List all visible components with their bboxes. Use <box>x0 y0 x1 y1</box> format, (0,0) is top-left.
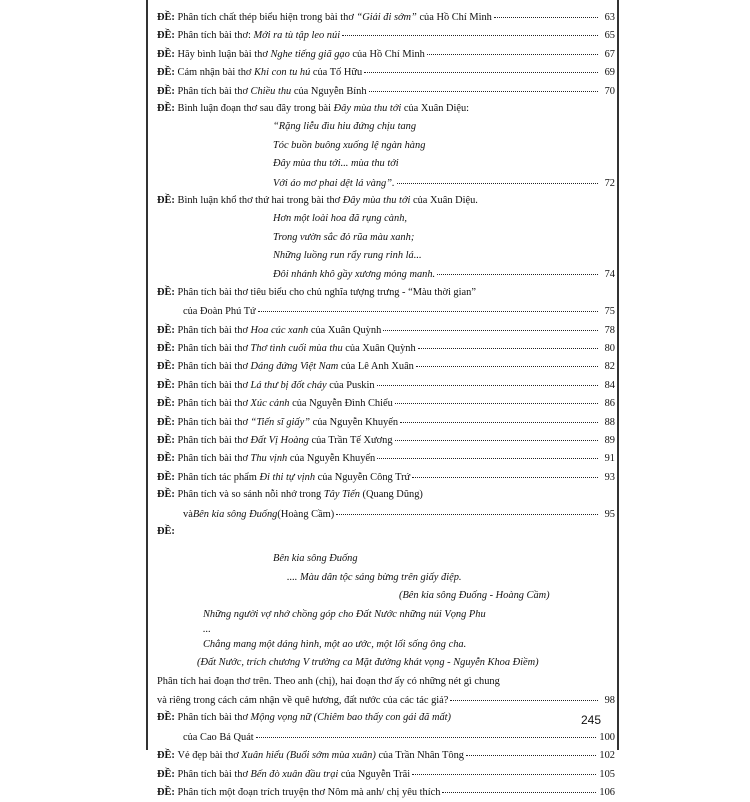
toc-entry: ĐỀ: Vẻ đẹp bài thơ Xuân hiểu (Buổi sớm mùa xuân) của Trần Nhân Tông 102 <box>157 746 615 764</box>
dot-leader <box>336 503 598 515</box>
toc-entry: ĐỀ: <box>157 525 175 537</box>
poem-attribution: (Bên kia sông Đuống - Hoàng Cầm) <box>399 590 550 602</box>
toc-entry: ĐỀ: Phân tích bài thơ “Tiến sĩ giấy” của Nguyễn Khuyến 88 <box>157 413 615 431</box>
toc-entry: ĐỀ: Phân tích bài thơ Bến đò xuân đầu trại của Nguyễn Trãi 105 <box>157 765 615 783</box>
toc-entry: ĐỀ: Phân tích một đoạn trích truyện thơ Nôm mà anh/ chị yêu thích 106 <box>157 783 615 801</box>
toc-entry: ĐỀ: Phân tích bài thơ Xúc cảnh của Nguyễn Đình Chiểu 86 <box>157 394 615 412</box>
poem-line: Đôi nhánh khô gầy xương mỏng manh. 74 <box>157 265 615 283</box>
page-ref: 86 <box>604 398 615 410</box>
dot-leader <box>416 355 598 367</box>
page-ref: 89 <box>604 434 615 446</box>
poem-line: Tóc buồn buông xuống lệ ngàn hàng <box>273 139 426 151</box>
toc-entry-continuation: và Bên kia sông Đuống (Hoàng Cầm) 95 <box>157 505 615 523</box>
page-ref: 102 <box>599 750 615 762</box>
dot-leader <box>395 392 598 404</box>
page-ref: 70 <box>604 85 615 97</box>
poem-attribution: (Đất Nước, trích chương V trường ca Mặt đường khát vọng - Nguyễn Khoa Điềm) <box>197 657 539 669</box>
toc-entry: ĐỀ: Phân tích bài thơ: Mới ra tù tập leo núi 65 <box>157 26 615 44</box>
poem-line: Hơn một loài hoa đã rụng cành, <box>273 213 407 225</box>
page-ref: 84 <box>604 379 615 391</box>
dot-leader <box>395 429 598 441</box>
toc-entry: ĐỀ: Phân tích chất thép biểu hiện trong bài thơ “Giải đi sớm” của Hồ Chí Minh 63 <box>157 8 615 26</box>
toc-entry: ĐỀ: Phân tích bài thơ Thu vịnh của Nguyễn Khuyến 91 <box>157 449 615 467</box>
dot-leader <box>418 337 598 349</box>
toc-entry: ĐỀ: Bình luận đoạn thơ sau đây trong bài Đây mùa thu tới của Xuân Diệu: <box>157 102 470 114</box>
toc-entry: ĐỀ: Phân tích bài thơ tiêu biểu cho chủ nghĩa tượng trưng - “Màu thời gian” <box>157 286 476 298</box>
page-ref: 105 <box>599 768 615 780</box>
dot-leader <box>369 80 598 92</box>
page-ref: 80 <box>604 343 615 355</box>
toc-entry: ĐỀ: Phân tích bài thơ Lá thư bị đốt cháy của Puskin 84 <box>157 376 615 394</box>
poem-line: Chẳng mang một dáng hình, một ao ước, một lối sống ông cha. <box>203 638 467 650</box>
page-ref: 88 <box>604 416 615 428</box>
page-ref: 74 <box>604 269 615 281</box>
page-number: 245 <box>581 713 602 727</box>
dot-leader <box>466 744 596 756</box>
dot-leader <box>377 374 598 386</box>
dot-leader <box>342 24 598 36</box>
toc-entry: ĐỀ: Phân tích bài thơ Thơ tình cuối mùa thu của Xuân Quỳnh 80 <box>157 339 615 357</box>
page-ref: 98 <box>604 695 615 707</box>
page-ref: 93 <box>604 471 615 483</box>
dot-leader <box>400 411 598 423</box>
dot-leader <box>364 61 598 73</box>
poem-line: .... Màu dân tộc sáng bừng trên giấy điệp. <box>287 571 462 583</box>
page-ref: 65 <box>604 30 615 42</box>
toc-entry: ĐỀ: Phân tích bài thơ Dáng đứng Việt Nam của Lê Anh Xuân 82 <box>157 357 615 375</box>
poem-line: Những người vợ nhớ chồng góp cho Đất Nước những núi Vọng Phu <box>203 608 486 620</box>
question-line: và riêng trong cách cảm nhận về quê hương, đất nước của các tác giả? 98 <box>157 691 615 709</box>
page-ref: 78 <box>604 324 615 336</box>
dot-leader <box>427 43 598 55</box>
toc-entry-continuation: của Cao Bá Quát 100 <box>157 728 615 746</box>
question-line: Phân tích hai đoạn thơ trên. Theo anh (chị), hai đoạn thơ ấy có những nét gì chung <box>157 675 500 687</box>
page-ref: 72 <box>604 177 615 189</box>
toc-entry: ĐỀ: Phân tích bài thơ Chiều thu của Nguyễn Bính 70 <box>157 82 615 100</box>
dot-leader <box>494 6 598 18</box>
page-left-edge <box>146 0 148 750</box>
page-ref: 67 <box>604 48 615 60</box>
poem-line: ... <box>203 623 211 635</box>
dot-leader <box>258 300 598 312</box>
dot-leader <box>377 447 598 459</box>
toc-entry: ĐỀ: Phân tích bài thơ Hoa cúc xanh của Xuân Quỳnh 78 <box>157 321 615 339</box>
toc-entry: ĐỀ: Hãy bình luận bài thơ Nghe tiếng giã gạo của Hồ Chí Minh 67 <box>157 45 615 63</box>
page-ref: 95 <box>604 508 615 520</box>
page-right-edge <box>617 0 619 750</box>
toc-entry: ĐỀ: Phân tích tác phẩm Đi thi tự vịnh của Nguyễn Công Trứ 93 <box>157 468 615 486</box>
poem-line: Bên kia sông Đuống <box>273 553 358 565</box>
poem-line: “Rặng liễu đìu hiu đứng chịu tang <box>273 121 417 133</box>
toc-entry-continuation: của Đoàn Phú Tứ 75 <box>157 302 615 320</box>
dot-leader <box>450 689 598 701</box>
dot-leader <box>397 172 598 184</box>
dot-leader <box>442 781 596 793</box>
dot-leader <box>437 263 598 275</box>
toc-entry: ĐỀ: Bình luận khổ thơ thứ hai trong bài thơ Đây mùa thu tới của Xuân Diệu. <box>157 194 478 206</box>
dot-leader <box>383 319 598 331</box>
page-ref: 69 <box>604 67 615 79</box>
page-ref: 82 <box>604 361 615 373</box>
poem-line: Trong vườn sắc đỏ rũa màu xanh; <box>273 231 415 243</box>
page-ref: 100 <box>599 731 615 743</box>
dot-leader <box>412 466 598 478</box>
toc-entry: ĐỀ: Phân tích và so sánh nỗi nhớ trong Tây Tiến (Quang Dũng) <box>157 489 423 501</box>
toc-entry: ĐỀ: Cảm nhận bài thơ Khi con tu hú của Tố Hữu 69 <box>157 63 615 81</box>
poem-line: Đây mùa thu tới... mùa thu tới <box>273 158 399 170</box>
page-ref: 63 <box>604 12 615 23</box>
page-ref: 75 <box>604 306 615 318</box>
poem-line: Những luồng run rẩy rung rinh lá... <box>273 250 422 262</box>
toc-entry: ĐỀ: Phân tích bài thơ Mộng vọng nữ (Chiêm bao thấy con gái đã mất) <box>157 712 452 724</box>
toc-entry: ĐỀ: Phân tích bài thơ Đất Vị Hoàng của Trần Tế Xương 89 <box>157 431 615 449</box>
page-ref: 91 <box>604 453 615 465</box>
dot-leader <box>412 763 596 775</box>
page-ref: 106 <box>599 787 615 799</box>
table-of-contents <box>157 8 615 801</box>
dot-leader <box>256 726 597 738</box>
poem-line: Với áo mơ phai dệt lá vàng”. 72 <box>157 174 615 192</box>
